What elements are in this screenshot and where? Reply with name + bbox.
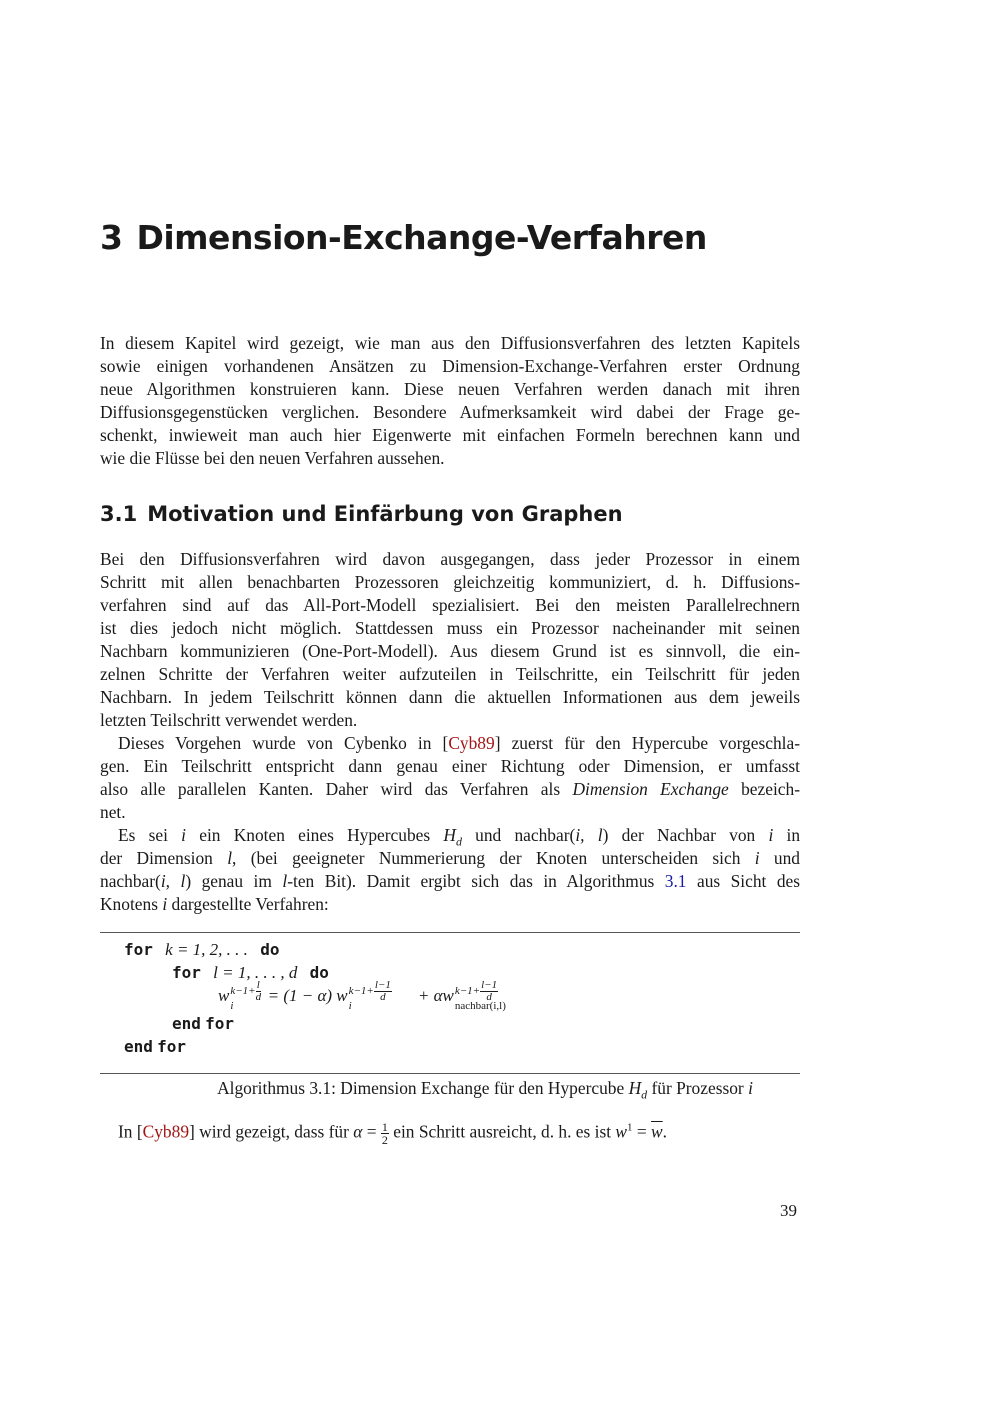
math-var: l [282, 871, 288, 891]
text-run: bezeich- [728, 779, 800, 799]
alg-line-outer-for [124, 940, 279, 960]
math-var: l [227, 848, 233, 868]
keyword-do: do [260, 940, 280, 959]
body-line [100, 732, 800, 755]
keyword-do: do [309, 963, 329, 982]
text-run: ) genau im [185, 871, 283, 891]
text-run: , (bei geeigneter Nummerierung der Knoten unterscheiden sich [232, 848, 755, 868]
math-var: i, l [575, 825, 603, 845]
alg-update-formula [218, 979, 534, 1016]
formula-plus: + αw [417, 986, 454, 1005]
keyword-for: for [205, 1014, 235, 1033]
section-title: Motivation und Einfärbung von Graphen [147, 502, 623, 526]
text-run: ein Schritt ausreicht, d. h. es ist [388, 1121, 616, 1142]
body-line: Nachbarn. In jedem Teilschritt können dann die aktuellen Informationen aus dem jeweils [100, 687, 800, 707]
keyword-end: end [124, 1037, 153, 1056]
frac-den: d [255, 991, 262, 1003]
intro-line: neue Algorithmen konstruieren kann. Diese neuen Verfahren werden danach mit ihren [100, 379, 800, 399]
formula-sub: i [230, 1000, 234, 1012]
text-run: ein Knoten eines Hypercubes [186, 825, 444, 845]
text-run: dargestellte Verfahren: [167, 894, 329, 914]
chapter-title: Dimension-Exchange-Verfahren [136, 218, 707, 257]
frac-den: d [486, 991, 492, 1003]
text-run: in [773, 825, 801, 845]
intro-paragraph [100, 332, 800, 470]
body-line: letzten Teilschritt verwendet werden. [100, 710, 358, 730]
alg-line-inner-end [172, 1014, 234, 1034]
text-run: der Dimension [100, 848, 228, 868]
frac-num: l [256, 979, 260, 991]
chapter-number: 3 [100, 218, 123, 257]
math-sub: d [641, 1087, 648, 1102]
body-line: ist dies jedoch nicht möglich. Stattdessen muss ein Prozessor nacheinander mit seinen [100, 618, 800, 638]
math-var: α [353, 1121, 363, 1142]
chapter-heading [100, 218, 707, 257]
text-run: ] zuerst für den Hypercube vorgeschla- [494, 733, 800, 753]
text-run: und nachbar( [461, 825, 576, 845]
frac-num: l−1 [374, 979, 391, 991]
formula-sub: i [348, 1000, 352, 1012]
algorithm-ref-link[interactable]: 3.1 [664, 871, 687, 891]
body-line: gen. Ein Teilschritt entspricht dann genau einer Richtung oder Dimension, er umfasst [100, 756, 800, 776]
math-var: i [754, 848, 760, 868]
math-var: H [443, 825, 456, 845]
body-line [100, 893, 800, 916]
text-run: also alle parallelen Kanten. Daher wird das Verfahren als [100, 779, 573, 799]
keyword-for: for [157, 1037, 187, 1056]
body-line [100, 824, 800, 847]
text-run: Dieses Vorgehen wurde von Cybenko in [ [118, 733, 449, 753]
citation-link[interactable]: Cyb89 [142, 1121, 190, 1142]
text-run: . [662, 1121, 668, 1142]
text-run: ] wird gezeigt, dass für [189, 1121, 354, 1142]
text-run: In [ [118, 1121, 143, 1142]
caption-text: Algorithmus 3.1: Dimension Exchange für den Hypercube [217, 1078, 629, 1098]
section-number: 3.1 [100, 502, 138, 526]
frac-num: l−1 [481, 979, 498, 991]
math-var: i [181, 825, 187, 845]
algorithm-top-rule [100, 932, 800, 933]
text-run: -ten Bit). Damit ergibt sich das in Algorithmus [287, 871, 665, 891]
formula-sup: k−1+ [454, 985, 481, 998]
algorithm-caption [100, 1078, 870, 1102]
text-run: ) der Nachbar von [602, 825, 769, 845]
math-sub: d [455, 834, 462, 849]
intro-line: schenkt, inwieweit man auch hier Eigenwerte mit einfachen Formeln berechnen kann und [100, 425, 800, 445]
section-heading [100, 502, 623, 526]
body-line: verfahren sind auf das All-Port-Modell spezialisiert. Bei den meisten Parallelrechnern [100, 595, 800, 615]
math-var: $\overline{w}$ [651, 1121, 663, 1142]
frac-den: d [380, 991, 386, 1003]
text-run: Es sei [118, 825, 182, 845]
outer-loop-range: k = 1, 2, . . . [165, 940, 248, 959]
caption-text: für Prozessor [647, 1078, 749, 1098]
closing-sentence [118, 1121, 667, 1146]
formula-eq: = (1 − α) w [267, 986, 348, 1005]
body-line [100, 847, 800, 870]
keyword-for: for [172, 963, 201, 982]
alg-line-outer-end [124, 1037, 186, 1057]
text-run: = [362, 1121, 381, 1142]
frac-num: 1 [381, 1120, 388, 1134]
keyword-for: for [124, 940, 153, 959]
math-var: i, l [160, 871, 186, 891]
text-run: und [759, 848, 800, 868]
formula-w: w [218, 986, 230, 1005]
body-line: net. [100, 802, 126, 822]
math-sup: 1 [627, 1121, 633, 1134]
formula-sup: k−1+ [230, 985, 256, 998]
text-run: nachbar( [100, 871, 161, 891]
section-body [100, 548, 800, 916]
citation-link[interactable]: Cyb89 [448, 733, 495, 753]
body-line: zelnen Schritte der Verfahren weiter aufzuteilen in Teilschritte, ein Teilschritt für jeden [100, 664, 800, 684]
math-var: i [768, 825, 774, 845]
text-run: aus Sicht des [686, 871, 801, 891]
body-line [100, 778, 800, 801]
keyword-end: end [172, 1014, 201, 1033]
math-var: i [748, 1078, 753, 1098]
algorithm-bottom-rule [100, 1073, 800, 1074]
intro-line: In diesem Kapitel wird gezeigt, wie man aus den Diffusionsverfahren des letzten Kapitels [100, 333, 800, 353]
body-line [100, 870, 800, 893]
frac-den: 2 [381, 1133, 388, 1147]
body-line: Schritt mit allen benachbarten Prozessoren gleichzeitig kommuniziert, d. h. Diffusions- [100, 572, 800, 592]
formula-sup: k−1+ [348, 985, 374, 998]
intro-line: sowie einigen vorhandenen Ansätzen zu Dimension-Exchange-Verfahren erster Ordnung [100, 356, 800, 376]
body-line: Bei den Diffusionsverfahren wird davon ausgegangen, dass jeder Prozessor in einem [100, 549, 800, 569]
emphasis: Dimension Exchange [572, 779, 729, 799]
math-var: w [615, 1121, 628, 1142]
body-line: Nachbarn kommunizieren (One-Port-Modell). Aus diesem Grund ist es sinnvoll, die ein- [100, 641, 800, 661]
inner-loop-range: l = 1, . . . , d [213, 963, 298, 982]
math-var: H [628, 1078, 642, 1098]
formula-sub: nachbar(i,l) [454, 1000, 506, 1012]
intro-line: wie die Flüsse bei den neuen Verfahren aussehen. [100, 448, 445, 468]
text-run: = [632, 1121, 652, 1142]
page-number: 39 [780, 1201, 797, 1220]
text-run: Knotens [100, 894, 163, 914]
math-var: i [162, 894, 168, 914]
intro-line: Diffusionsgegenstücken verglichen. Besondere Aufmerksamkeit wird dabei der Frage ge- [100, 402, 800, 422]
